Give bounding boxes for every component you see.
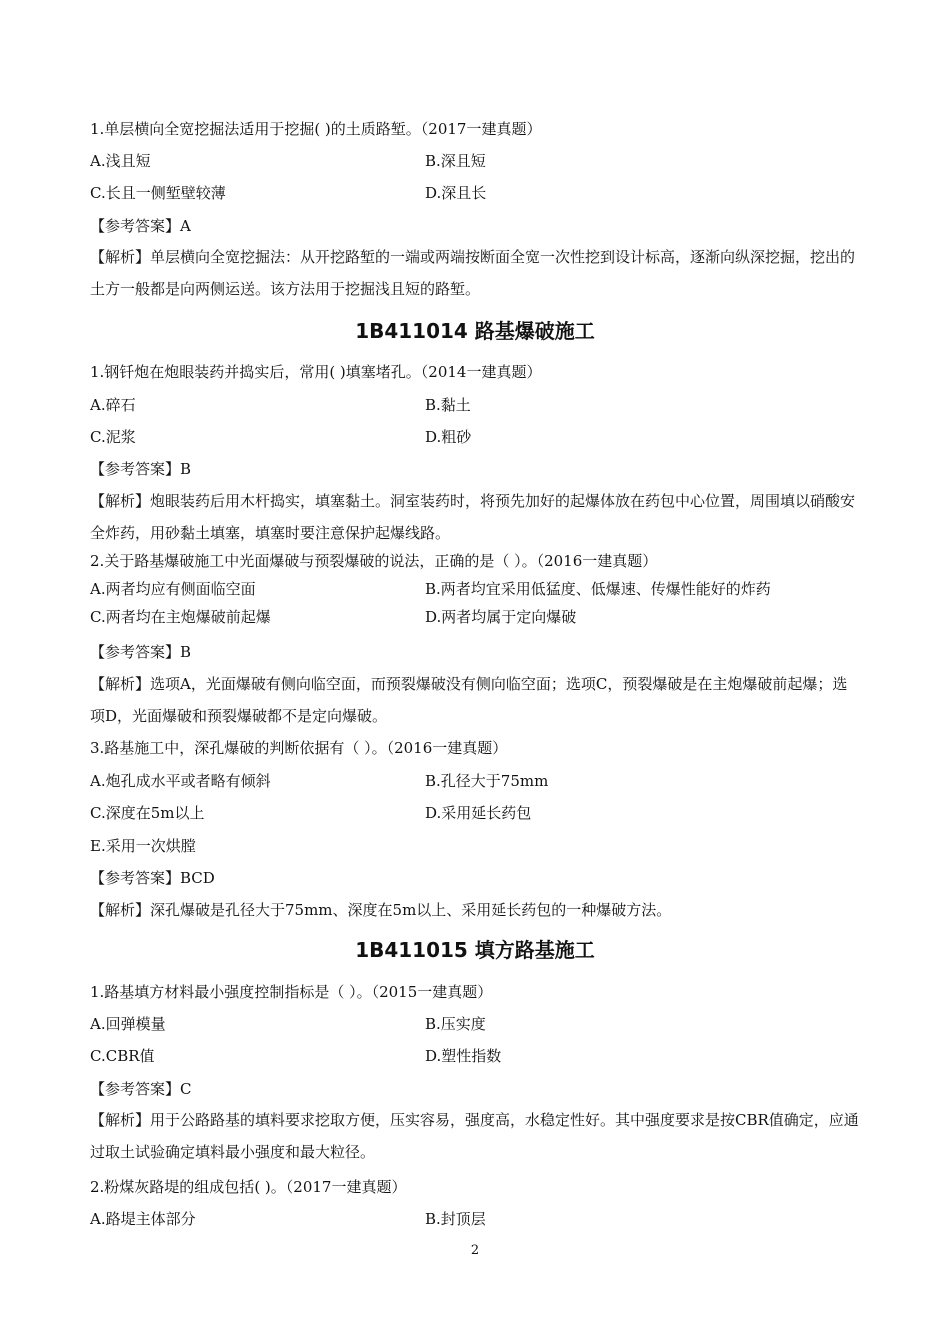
question-stem: 2.粉煤灰路堤的组成包括( )。（2017一建真题）: [90, 1178, 407, 1196]
answer: 【参考答案】A: [90, 217, 191, 235]
question-stem: 1.路基填方材料最小强度控制指标是（ ）。（2015一建真题）: [90, 983, 493, 1001]
option-b: B.两者均宜采用低猛度、低爆速、传爆性能好的炸药: [425, 580, 771, 598]
option-b: B.封顶层: [425, 1210, 486, 1228]
option-a: A.碎石: [90, 396, 136, 414]
option-c: C.CBR值: [90, 1047, 155, 1065]
analysis: 【解析】炮眼装药后用木杆捣实，填塞黏土。洞室装药时，将预先加好的起爆体放在药包中心位置，周围填以硝酸安全炸药，用砂黏土填塞，填塞时要注意保护起爆线路。: [90, 492, 856, 542]
question-stem: 3.路基施工中，深孔爆破的判断依据有（ ）。（2016一建真题）: [90, 739, 508, 757]
analysis: 【解析】选项A，光面爆破有侧向临空面，而预裂爆破没有侧向临空面；选项C，预裂爆破是在主炮爆破前起爆；选项D，光面爆破和预裂爆破都不是定向爆破。: [90, 675, 848, 725]
option-a: A.炮孔成水平或者略有倾斜: [90, 772, 271, 790]
option-c: C.深度在5m以上: [90, 804, 205, 822]
section-heading: 1B411015 填方路基施工: [355, 938, 595, 962]
answer: 【参考答案】B: [90, 460, 192, 478]
option-a: A.路堤主体部分: [90, 1210, 196, 1228]
option-c: C.两者均在主炮爆破前起爆: [90, 608, 271, 626]
section-heading: 1B411014 路基爆破施工: [355, 319, 595, 343]
option-c: C.泥浆: [90, 428, 136, 446]
option-d: D.粗砂: [425, 428, 472, 446]
option-a: A.回弹模量: [90, 1015, 166, 1033]
analysis: 【解析】单层横向全宽挖掘法：从开挖路堑的一端或两端按断面全宽一次性挖到设计标高，逐渐向纵深挖掘，挖出的土方一般都是向两侧运送。该方法用于挖掘浅且短的路堑。: [90, 248, 856, 298]
option-c: C.长且一侧堑壁较薄: [90, 184, 226, 202]
option-b: B.深且短: [425, 152, 486, 170]
option-e: E.采用一次烘膛: [90, 837, 196, 855]
option-b: B.压实度: [425, 1015, 486, 1033]
analysis: 【解析】用于公路路基的填料要求挖取方便，压实容易，强度高，水稳定性好。其中强度要求是按CBR值确定，应通过取土试验确定填料最小强度和最大粒径。: [90, 1111, 859, 1161]
answer: 【参考答案】C: [90, 1080, 192, 1098]
answer: 【参考答案】B: [90, 643, 192, 661]
option-d: D.两者均属于定向爆破: [425, 608, 577, 626]
question-stem: 1.单层横向全宽挖掘法适用于挖掘( )的土质路堑。（2017一建真题）: [90, 120, 542, 138]
question-stem: 2.关于路基爆破施工中光面爆破与预裂爆破的说法，正确的是（ ）。（2016一建真题）: [90, 552, 658, 570]
option-b: B.孔径大于75mm: [425, 772, 549, 790]
option-a: A.浅且短: [90, 152, 151, 170]
option-b: B.黏土: [425, 396, 471, 414]
option-a: A.两者均应有侧面临空面: [90, 580, 256, 598]
option-d: D.塑性指数: [425, 1047, 502, 1065]
answer: 【参考答案】BCD: [90, 869, 215, 887]
option-d: D.采用延长药包: [425, 804, 532, 822]
option-d: D.深且长: [425, 184, 487, 202]
question-stem: 1.钢钎炮在炮眼装药并捣实后，常用( )填塞堵孔。（2014一建真题）: [90, 363, 542, 381]
analysis: 【解析】深孔爆破是孔径大于75mm、深度在5m以上、采用延长药包的一种爆破方法。: [90, 901, 672, 919]
page-number: 2: [470, 1243, 480, 1258]
